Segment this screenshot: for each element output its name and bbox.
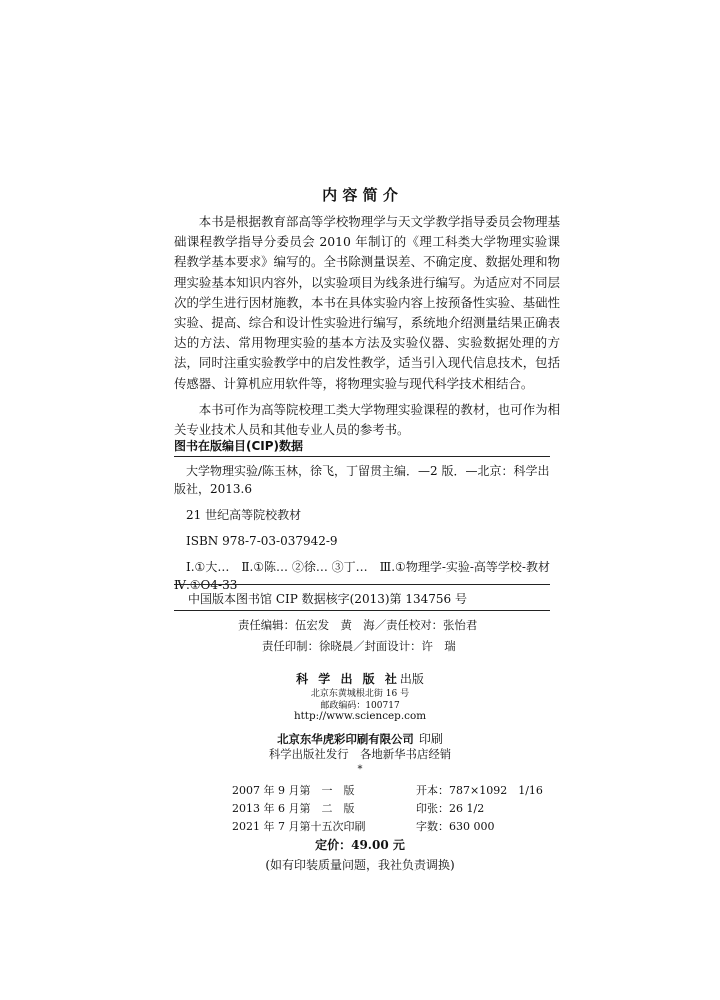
staff-editors	[0, 617, 720, 633]
cip-series: 21 世纪高等院校教材	[186, 508, 302, 522]
intro-paragraph-2-text: 本书可作为高等院校理工类大学物理实验课程的教材，也可作为相关专业技术人员和其他专业人员的参考书。	[174, 402, 560, 438]
intro-title: 内 容 简 介	[322, 186, 398, 204]
cip-subject: Ⅰ.①大… Ⅱ.①陈… ②徐… ③丁… Ⅲ.①物理学-实验-高等学校-教材 Ⅳ.①O4-33	[174, 560, 562, 592]
price: 定价：49.00 元	[315, 838, 405, 852]
cip-heading: 图书在版编目(CIP)数据	[174, 439, 304, 453]
edition-row	[232, 782, 543, 798]
cip-title-line: 大学物理实验/陈玉林，徐飞，丁留贯主编．—2 版．—北京：科学出版社，2013.6	[174, 464, 550, 496]
printer-name: 北京东华虎彩印刷有限公司	[277, 732, 414, 746]
cip-isbn: ISBN 978-7-03-037942-9	[186, 534, 338, 548]
intro-paragraph-1	[174, 212, 560, 394]
edition-row-left: 2013 年 6 月第 二 版	[232, 802, 355, 815]
printer-line	[0, 728, 720, 747]
cip-data-block	[174, 462, 562, 594]
edition-row	[232, 818, 495, 834]
publisher-name: 科 学 出 版 社	[296, 672, 400, 686]
separator-mark: *	[357, 764, 363, 775]
publisher-url: http://www.sciencep.com	[293, 710, 427, 722]
edition-row-left: 2021 年 7 月第十五次印刷	[232, 820, 366, 833]
staff-print-design	[0, 638, 720, 654]
intro-paragraph-1-text: 本书是根据教育部高等学校物理学与天文学教学指导委员会物理基础课程教学指导分委员会 2010 年制订的《理工科类大学物理实验课程教学基本要求》编写的。全书除测量误差、不确定度、数据处理和物理实验基本知识内容外，以实验项目为线条进行编写。为适应对不同层次的学生进行因材施教，本书在具体实验内容上按预备性实验、基础性实验、提高、综合和设计性实验进行编写，系统地介绍测量结果正确表达的方法、常用物理实验的基本方法及实验仪器、实验数据处理的方法，同时注重实验教学中的启发性教学，适当引入现代信息技术，包括传感器、计算机应用软件等，将物理实验与现代科学技术相结合。	[174, 214, 560, 391]
edition-row-right: 印张：26 1/2	[416, 802, 485, 815]
cip-middle-rule	[174, 584, 550, 585]
publisher-address: 北京东黄城根北街 16 号	[310, 689, 410, 699]
publisher-name-suffix: 出版	[399, 672, 424, 686]
edition-row-right: 开本：787×1092 1/16	[416, 784, 543, 797]
edition-row-right: 字数：630 000	[416, 820, 495, 833]
cip-number: 中国版本图书馆 CIP 数据核字(2013)第 134756 号	[188, 592, 467, 606]
staff-print-design-text: 责任印制：徐晓晨／封面设计：许 瑞	[262, 639, 456, 653]
edition-row-left: 2007 年 9 月第 一 版	[232, 784, 355, 797]
publisher-postcode: 邮政编码：100717	[320, 701, 400, 711]
staff-editors-text: 责任编辑：伍宏发 黄 海／责任校对：张怡君	[238, 618, 478, 632]
intro-paragraph-2	[174, 400, 560, 440]
distribution-line: 科学出版社发行 各地新华书店经销	[268, 747, 452, 761]
quality-notice: (如有印装质量问题，我社负责调换)	[265, 858, 455, 872]
printer-suffix: 印刷	[418, 732, 443, 746]
edition-row	[232, 800, 484, 816]
publisher-line	[0, 668, 720, 687]
cip-bottom-rule	[174, 610, 550, 611]
cip-top-rule	[174, 456, 550, 457]
